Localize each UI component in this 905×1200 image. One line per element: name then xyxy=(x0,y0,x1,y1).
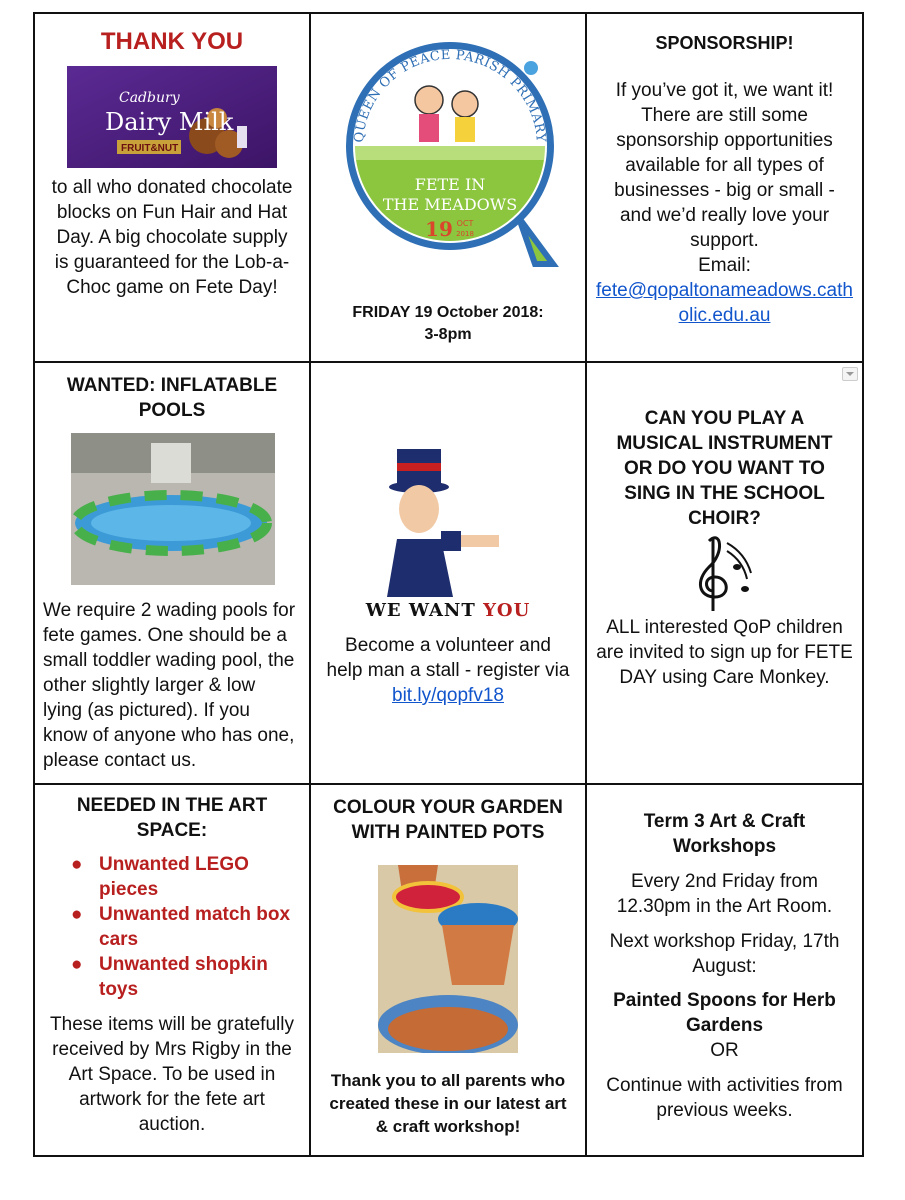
logo-line1: FETE IN xyxy=(414,175,486,194)
workshops-or: OR xyxy=(710,1040,739,1061)
painted-pots-caption: Thank you to all parents who created these in our latest art & craft workshop! xyxy=(329,1071,567,1136)
painted-pots-cell xyxy=(309,783,587,1157)
art-space-title: NEEDED IN THE ART SPACE: xyxy=(76,795,268,841)
chocolate-brand: Cadbury xyxy=(119,90,180,106)
music-text: ALL interested QoP children are invited to sign up for FETE DAY using Care Monkey. xyxy=(596,617,853,688)
sponsorship-text: If you’ve got it, we want it! There are still some sponsorship opportunities available for all types of businesses - big or small - and we’d really love your support. xyxy=(614,80,835,251)
event-date-line1: FRIDAY 19 October 2018: xyxy=(352,304,544,321)
chocolate-name: Dairy Milk xyxy=(105,108,234,136)
music-title: CAN YOU PLAY A MUSICAL INSTRUMENT OR DO YOU WANT TO SING IN THE SCHOOL CHOIR? xyxy=(616,408,833,529)
art-space-text: These items will be gratefully received by Mrs Rigby in the Art Space. To be used in artwork for the fete art auction. xyxy=(50,1014,294,1135)
cell-menu-dropdown-icon[interactable] xyxy=(842,367,858,381)
chocolate-variant: FRUIT&NUT xyxy=(121,143,179,154)
thank-you-cell xyxy=(33,12,311,363)
workshops-title: Term 3 Art & Craft Workshops xyxy=(643,811,806,857)
newsletter-grid xyxy=(33,12,864,1157)
pools-cell xyxy=(33,361,311,785)
volunteer-register-link[interactable]: bit.ly/qopfv18 xyxy=(392,685,504,706)
pools-text: We require 2 wading pools for fete games. One should be a small toddler wading pool, the other slightly larger & low lying (as pictured). If you know of anyone who has one, please contact us. xyxy=(43,600,296,771)
uncle-sam-image xyxy=(377,449,521,597)
volunteer-cell xyxy=(309,361,587,785)
art-space-cell xyxy=(33,783,311,1157)
poster-we-want: WE WANT xyxy=(365,600,476,621)
event-date-line2: 3-8pm xyxy=(424,326,472,343)
painted-pots-image xyxy=(378,865,518,1053)
art-space-item-lego: ● Unwanted LEGO pieces xyxy=(71,854,249,900)
logo-year: 2018 xyxy=(456,230,474,238)
workshops-alt: Continue with activities from previous weeks. xyxy=(606,1075,843,1121)
fete-logo-cell xyxy=(309,12,587,363)
sponsorship-cell xyxy=(585,12,864,363)
poster-headline xyxy=(311,600,585,621)
event-date xyxy=(311,302,585,346)
workshops-next: Next workshop Friday, 17th August: xyxy=(609,931,840,977)
poster-you: YOU xyxy=(483,600,531,621)
thank-you-title: THANK YOU xyxy=(100,28,244,55)
volunteer-text xyxy=(311,633,585,708)
chocolate-bar-image xyxy=(67,66,277,168)
art-space-item-shopkins: ● Unwanted shopkin toys xyxy=(71,954,268,1000)
art-space-list xyxy=(35,852,309,1002)
logo-month: OCT xyxy=(456,219,474,228)
inflatable-pool-image xyxy=(71,433,275,585)
logo-line2: THE MEADOWS xyxy=(382,195,518,214)
art-space-item-cars: ● Unwanted match box cars xyxy=(71,904,291,950)
painted-pots-title: COLOUR YOUR GARDEN WITH PAINTED POTS xyxy=(333,797,563,843)
sponsorship-email-link[interactable]: fete@qopaltonameadows.catholic.edu.au xyxy=(596,280,853,326)
fete-logo-image xyxy=(339,28,561,278)
sponsorship-title: SPONSORSHIP! xyxy=(655,33,794,53)
logo-day: 19 xyxy=(425,217,453,241)
workshops-schedule: Every 2nd Friday from 12.30pm in the Art Room. xyxy=(616,871,833,917)
music-cell xyxy=(585,361,864,785)
sponsorship-email-label: Email: xyxy=(698,255,751,276)
volunteer-body: Become a volunteer and help man a stall - register via xyxy=(326,635,570,681)
thank-you-text: to all who donated chocolate blocks on Fun Hair and Hat Day. A big chocolate supply is guaranteed for the Lob-a-Choc game on Fete Day! xyxy=(51,177,293,298)
workshops-activity: Painted Spoons for Herb Gardens xyxy=(613,990,836,1036)
treble-clef-icon xyxy=(691,533,755,615)
workshops-cell xyxy=(585,783,864,1157)
pools-title: WANTED: INFLATABLE POOLS xyxy=(66,375,278,421)
logo-arc-text: QUEEN OF PEACE PARISH PRIMARY xyxy=(351,47,549,144)
